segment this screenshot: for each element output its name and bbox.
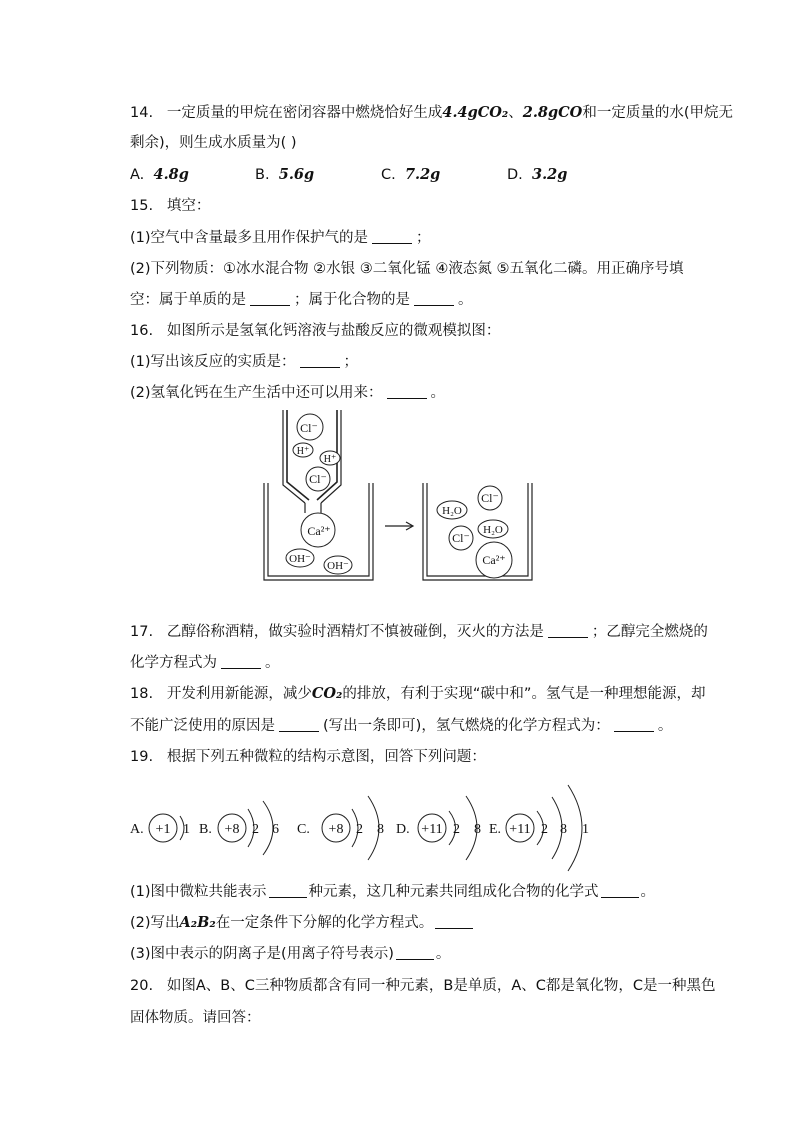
q19-part1: [130, 882, 655, 902]
q16-number: 16.: [130, 323, 154, 339]
particle-d-label: D.: [396, 822, 410, 837]
q14-number: 14.: [130, 105, 154, 121]
q15-number: 15.: [130, 198, 154, 214]
q14-sep: 、: [508, 105, 523, 121]
q20-text: 如图A、B、C三种物质都含有同一种元素，B是单质，A、C都是氧化物，C是一种黑色: [166, 978, 716, 994]
q15-part1: [130, 228, 431, 248]
particle-label: H₂O: [442, 505, 462, 517]
q14-formula-2: 2.8gCO: [522, 104, 583, 121]
electron-count: 2: [356, 822, 363, 837]
answer-blank[interactable]: [601, 883, 639, 898]
electron-count: 6: [272, 822, 279, 837]
particle-label: H⁺: [323, 454, 337, 465]
q19-title-text: 根据下列五种微粒的结构示意图，回答下列问题：: [166, 749, 486, 765]
q14-option-b[interactable]: [255, 165, 314, 185]
q16-part2: [130, 383, 445, 403]
neutralization-diagram: [0, 405, 794, 605]
q17-text-c: 化学方程式为: [130, 655, 217, 671]
q15-title: [130, 196, 210, 216]
q16-part2-text: (2)氢氧化钙在生产生活中还可以用来：: [130, 385, 383, 401]
answer-blank[interactable]: [372, 229, 412, 244]
q15-part1-end: ；: [416, 230, 431, 246]
particle-label: Ca²⁺: [307, 524, 331, 538]
q19-part2-text-a: (2)写出: [130, 915, 180, 931]
answer-blank[interactable]: [414, 291, 454, 306]
q17-text-b: ；乙醇完全燃烧的: [591, 624, 708, 640]
nucleus-charge: +11: [421, 822, 443, 837]
q18-text-a: 开发利用新能源，减少: [166, 686, 312, 702]
q14-line1: [130, 103, 733, 123]
shell-arc: [568, 785, 582, 871]
particle-label: Cl⁻: [300, 421, 318, 435]
answer-blank[interactable]: [614, 717, 654, 732]
q17-number: 17.: [130, 624, 154, 640]
q14-text-a: 一定质量的甲烷在密闭容器中燃烧恰好生成: [166, 105, 443, 121]
option-label: A.: [130, 167, 145, 183]
q18-formula: CO₂: [311, 685, 343, 702]
q19-title: [130, 747, 486, 767]
q14-formula-1: 4.4gCO₂: [442, 104, 509, 121]
particle-label: OH⁻: [289, 553, 311, 565]
q17-line2: [130, 653, 280, 673]
q15-part2-text-b: ；属于化合物的是: [294, 292, 410, 308]
q17-text-a: 乙醇俗称酒精，做实验时酒精灯不慎被碰倒，灭火的方法是: [166, 624, 544, 640]
answer-blank[interactable]: [396, 945, 434, 960]
answer-blank[interactable]: [221, 654, 261, 669]
q19-number: 19.: [130, 749, 154, 765]
q18-text-d: (写出一条即可)，氢气燃烧的化学方程式为：: [323, 718, 610, 734]
q16-title-text: 如图所示是氢氧化钙溶液与盐酸反应的微观模拟图：: [166, 323, 501, 339]
q18-end: 。: [657, 718, 673, 734]
q18-line2: [130, 716, 672, 736]
answer-blank[interactable]: [279, 717, 319, 732]
q15-part1-text: (1)空气中含量最多且用作保护气的是: [130, 230, 369, 246]
nucleus-charge: +11: [509, 822, 531, 837]
particle-label: OH⁻: [327, 560, 349, 572]
q19-part3-text: (3)图中表示的阴离子是(用离子符号表示): [130, 946, 394, 962]
answer-blank[interactable]: [250, 291, 290, 306]
q19-part1-text-a: (1)图中微粒共能表示: [130, 884, 267, 900]
particle-label: Cl⁻: [481, 491, 499, 505]
q16-title: [130, 321, 500, 341]
answer-blank[interactable]: [387, 384, 427, 399]
option-value: 7.2g: [404, 166, 441, 183]
q19-part3: [130, 944, 450, 964]
electron-count: 1: [582, 822, 589, 837]
q14-line2: 剩余)，则生成水质量为( ): [130, 135, 297, 151]
particle-label: H₂O: [483, 524, 503, 536]
particle-label: Cl⁻: [452, 531, 470, 545]
electron-count: 8: [560, 822, 567, 837]
option-value: 4.8g: [153, 166, 189, 183]
electron-count: 2: [541, 822, 548, 837]
q14-option-a[interactable]: [130, 165, 189, 185]
atomic-structure-diagrams: [0, 783, 794, 873]
q19-part2-text-b: 在一定条件下分解的化学方程式。: [215, 915, 434, 931]
q16-part2-end: 。: [430, 385, 446, 401]
q19-part1-end: 。: [640, 884, 656, 900]
answer-blank[interactable]: [300, 353, 340, 368]
q15-part2-line1: (2)下列物质：①冰水混合物 ②水银 ③二氧化锰 ④液态氮 ⑤五氧化二磷。用正确序号填: [130, 261, 684, 277]
electron-count: 2: [252, 822, 259, 837]
q14-option-d[interactable]: [507, 165, 567, 185]
q15-title-text: 填空：: [166, 198, 211, 214]
q20-number: 20.: [130, 978, 154, 994]
q17-line1: [130, 622, 708, 642]
q20-line1: [130, 976, 716, 996]
q15-part2-end: 。: [458, 292, 473, 308]
q19-formula: A₂B₂: [179, 914, 216, 931]
electron-count: 1: [183, 822, 190, 837]
q18-text-c: 不能广泛使用的原因是: [130, 718, 275, 734]
q18-text-b: 的排放，有利于实现“碳中和”。氢气是一种理想能源，却: [342, 686, 706, 702]
electron-count: 8: [377, 822, 384, 837]
q17-end: 。: [265, 655, 280, 671]
particle-e-label: E.: [489, 822, 502, 837]
q16-part1: [130, 352, 358, 372]
q20-line2: 固体物质。请回答：: [130, 1010, 261, 1026]
nucleus-charge: +1: [155, 822, 171, 837]
q15-part2-text-a: 空：属于单质的是: [130, 292, 246, 308]
q19-part1-text-b: 种元素，这几种元素共同组成化合物的化学式: [308, 884, 599, 900]
particle-a-label: A.: [130, 822, 144, 837]
nucleus-charge: +8: [328, 822, 344, 837]
electron-count: 8: [474, 822, 481, 837]
particle-label: H⁺: [296, 446, 310, 457]
option-label: B.: [255, 167, 270, 183]
particle-c-label: C.: [297, 822, 310, 837]
particle-b-label: B.: [199, 822, 212, 837]
q14-text-b: 和一定质量的水(甲烷无: [582, 105, 733, 121]
answer-blank[interactable]: [269, 883, 307, 898]
option-label: C.: [381, 167, 396, 183]
answer-blank[interactable]: [435, 914, 473, 929]
answer-blank[interactable]: [548, 623, 588, 638]
option-label: D.: [507, 167, 523, 183]
particle-label: Cl⁻: [309, 472, 327, 486]
q19-part2: [130, 913, 475, 933]
option-value: 3.2g: [532, 166, 568, 183]
q18-line1: [130, 684, 705, 704]
q19-part3-end: 。: [435, 946, 451, 962]
nucleus-charge: +8: [224, 822, 240, 837]
particle-label: Ca²⁺: [482, 553, 506, 567]
q18-number: 18.: [130, 686, 154, 702]
q14-option-c[interactable]: [381, 165, 440, 185]
q16-part1-text: (1)写出该反应的实质是：: [130, 354, 296, 370]
electron-count: 2: [453, 822, 460, 837]
option-value: 5.6g: [278, 166, 315, 183]
q15-part2-line2: [130, 290, 473, 310]
q16-part1-end: ；: [343, 354, 359, 370]
